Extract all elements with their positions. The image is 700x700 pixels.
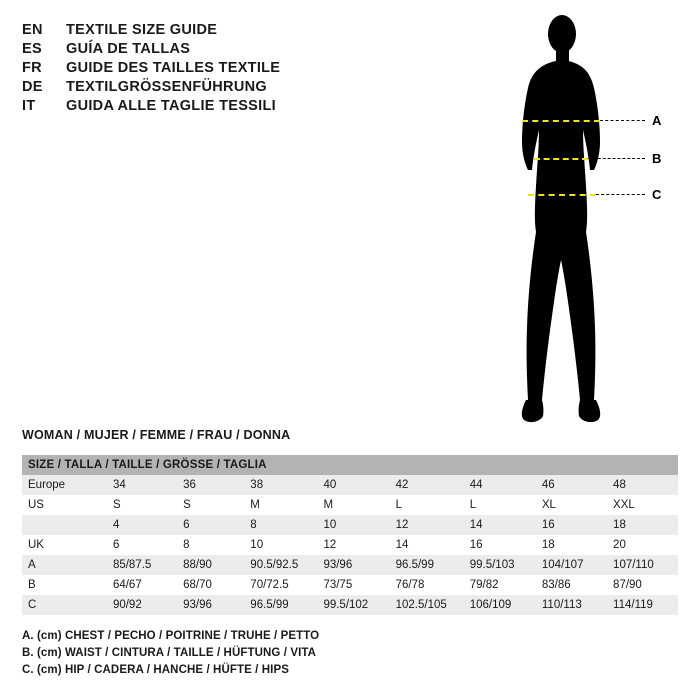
cell: 40 — [323, 479, 337, 491]
cell: 14 — [395, 539, 409, 551]
lead-line-hip — [596, 194, 645, 195]
title-row — [22, 22, 442, 38]
cell: 36 — [183, 479, 196, 491]
row-label: A — [28, 559, 36, 571]
cell: 110/113 — [541, 599, 582, 611]
measure-label-chest: A — [652, 113, 662, 128]
cell: 90.5/92.5 — [250, 559, 299, 571]
cell: 96.5/99 — [395, 559, 434, 571]
cell: 93/96 — [323, 559, 353, 571]
cell: 20 — [613, 539, 626, 551]
woman-silhouette-icon — [470, 8, 690, 438]
cell: 76/78 — [395, 579, 425, 591]
cell: L — [469, 499, 477, 511]
cell: L — [395, 499, 402, 511]
cell: 99.5/103 — [469, 559, 515, 571]
cell: 107/110 — [613, 559, 654, 571]
cell: 106/109 — [469, 599, 512, 611]
cell: 16 — [469, 539, 483, 551]
table-row — [22, 595, 678, 615]
cell: 18 — [541, 539, 555, 551]
cell: 42 — [395, 479, 409, 491]
cell: 114/119 — [613, 599, 653, 611]
title-text: TEXTILGRÖSSENFÜHRUNG — [66, 79, 267, 95]
row-label: UK — [28, 539, 44, 551]
measure-label-hip: C — [652, 187, 662, 202]
measure-line-hip — [528, 194, 596, 196]
cell: 12 — [323, 539, 337, 551]
cell: XL — [541, 499, 556, 511]
title-text: TEXTILE SIZE GUIDE — [66, 22, 218, 38]
measure-line-waist — [534, 158, 588, 160]
cell: 68/70 — [183, 579, 212, 591]
title-text: GUIDA ALLE TAGLIE TESSILI — [66, 98, 276, 114]
lead-line-waist — [588, 158, 645, 159]
cell: 6 — [112, 539, 120, 551]
title-row — [22, 79, 442, 95]
title-block — [22, 22, 442, 117]
cell: 14 — [469, 519, 483, 531]
table-row — [22, 515, 678, 535]
title-language-code: FR — [22, 60, 42, 76]
cell: S — [112, 499, 121, 511]
title-text: GUÍA DE TALLAS — [66, 41, 191, 57]
table-row — [22, 475, 678, 495]
cell: 18 — [613, 519, 626, 531]
row-label — [22, 515, 107, 535]
table-row — [22, 575, 678, 595]
title-language-code: DE — [22, 79, 43, 95]
cell: 104/107 — [541, 559, 584, 571]
cell: XXL — [613, 499, 635, 511]
measure-line-chest — [522, 120, 600, 122]
cell: 83/86 — [541, 579, 571, 591]
cell: 46 — [541, 479, 555, 491]
cell: 34 — [112, 479, 126, 491]
table-header-row — [22, 455, 678, 475]
row-label: B — [28, 579, 36, 591]
cell: 64/67 — [112, 579, 142, 591]
footnotes — [22, 630, 319, 681]
row-label: C — [28, 599, 37, 611]
title-language-code: EN — [22, 22, 43, 38]
title-row — [22, 98, 442, 114]
row-label: Europe — [28, 479, 66, 491]
table-row — [22, 555, 678, 575]
cell: 48 — [613, 479, 626, 491]
cell: 90/92 — [112, 599, 142, 611]
table-row — [22, 495, 678, 515]
cell: 88/90 — [183, 559, 212, 571]
section-heading-woman: WOMAN / MUJER / FEMME / FRAU / DONNA — [22, 428, 291, 442]
cell: 73/75 — [323, 579, 353, 591]
title-text: GUIDE DES TAILLES TEXTILE — [66, 60, 281, 76]
cell: 96.5/99 — [250, 599, 289, 611]
footnote-chest: A. (cm) CHEST / PECHO / POITRINE / TRUHE / PETTO — [22, 630, 320, 642]
title-language-code: IT — [22, 98, 36, 114]
cell: 87/90 — [613, 579, 642, 591]
cell: M — [323, 499, 334, 511]
measure-label-waist: B — [652, 151, 662, 166]
cell: 4 — [112, 519, 120, 531]
row-label: US — [28, 499, 44, 511]
cell: 79/82 — [469, 579, 499, 591]
cell: 102.5/105 — [395, 599, 447, 611]
title-row — [22, 60, 442, 76]
cell: 12 — [395, 519, 409, 531]
footnote-hip: C. (cm) HIP / CADERA / HANCHE / HÜFTE / HIPS — [22, 664, 290, 676]
cell: M — [250, 499, 260, 511]
cell: 99.5/102 — [323, 599, 369, 611]
title-language-code: ES — [22, 41, 42, 57]
cell: 8 — [250, 519, 257, 531]
table-header-label: SIZE / TALLA / TAILLE / GRÖSSE / TAGLIA — [28, 459, 267, 471]
cell: 38 — [250, 479, 264, 491]
cell: S — [183, 499, 191, 511]
cell: 10 — [250, 539, 264, 551]
footnote-waist: B. (cm) WAIST / CINTURA / TAILLE / HÜFTUNG / VITA — [22, 647, 317, 659]
cell: 70/72.5 — [250, 579, 289, 591]
cell: 93/96 — [183, 599, 212, 611]
size-table — [22, 455, 678, 615]
cell: 8 — [183, 539, 190, 551]
cell: 16 — [541, 519, 555, 531]
cell: 10 — [323, 519, 337, 531]
table-row — [22, 535, 678, 555]
title-row — [22, 41, 442, 57]
cell: 85/87.5 — [112, 559, 152, 571]
body-figure — [470, 8, 690, 438]
cell: 44 — [469, 479, 483, 491]
lead-line-chest — [600, 120, 645, 121]
cell: 6 — [183, 519, 190, 531]
